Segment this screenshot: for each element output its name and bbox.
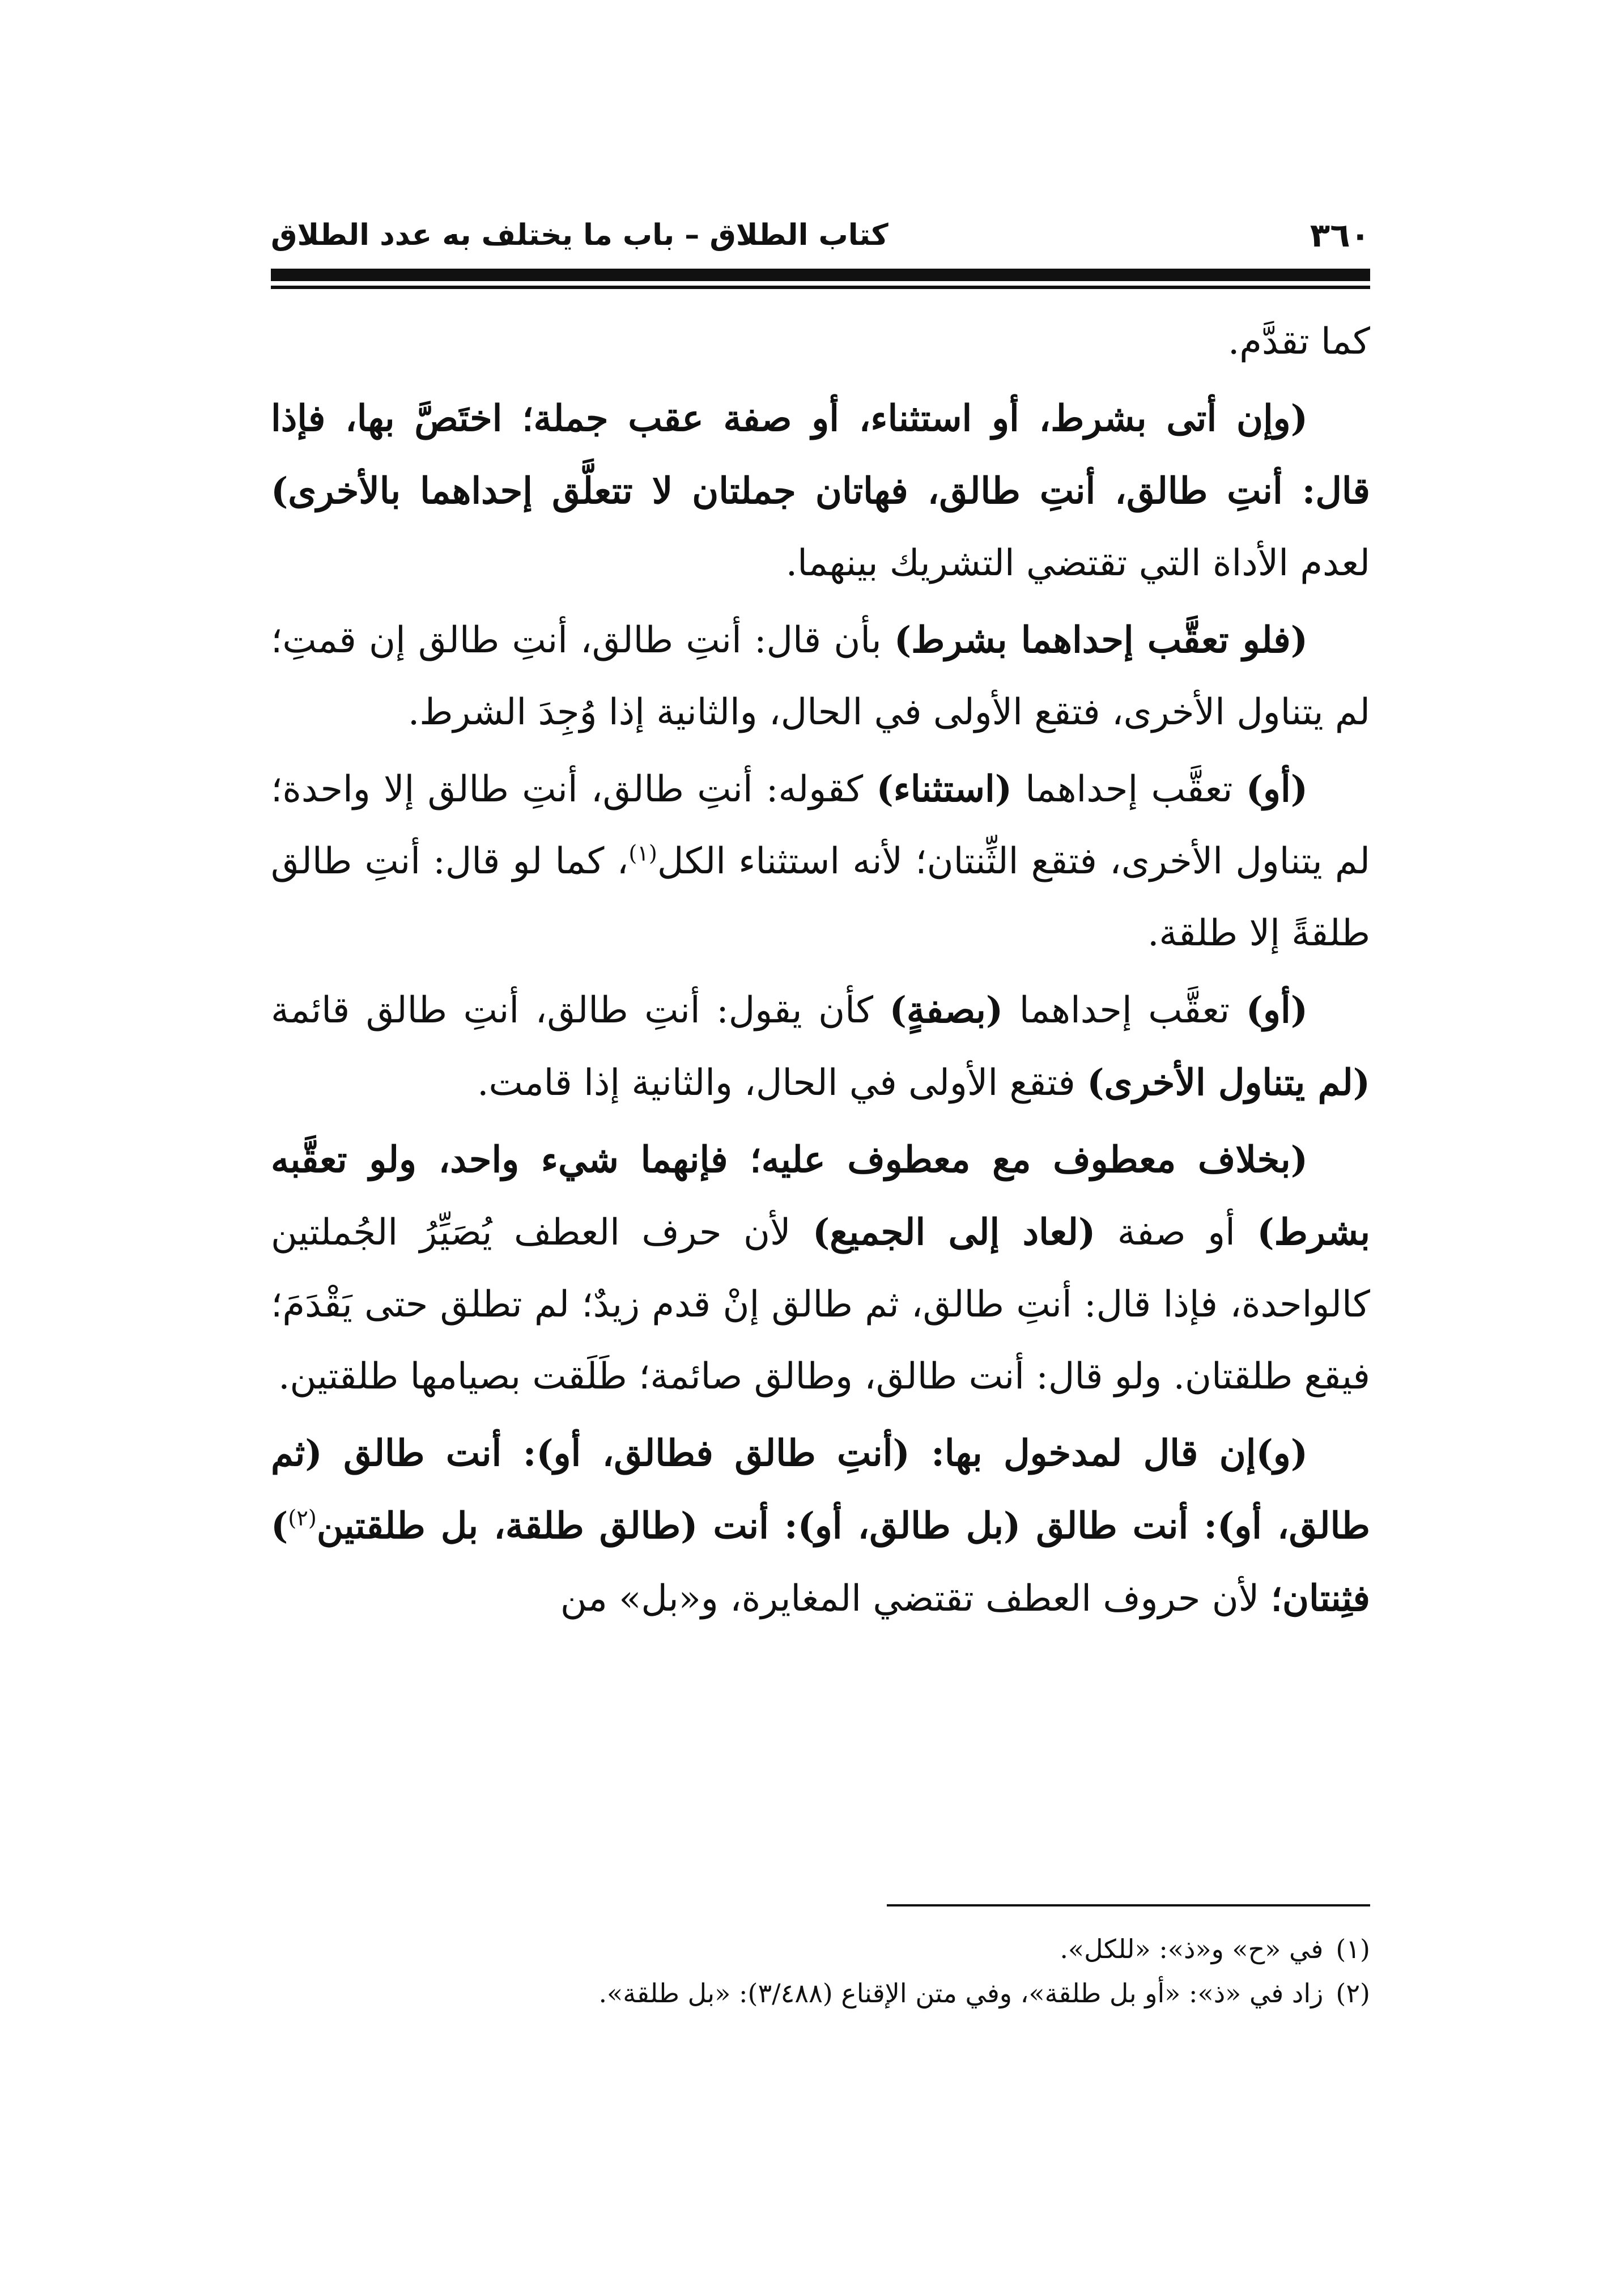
sharh-text: كما تقدَّم. — [1227, 321, 1370, 363]
matn-text: (لم يتناول الأخرى) — [1087, 1061, 1370, 1104]
paragraph — [271, 383, 1370, 600]
paragraph — [271, 306, 1370, 378]
sharh-text: كقوله: أنتِ طالق، أنتِ طالق إلا واحدة؛ لم يتناول الأخرى، فتقع الثِّنتان؛ لأنه استثناء الكل — [271, 768, 1371, 882]
sharh-text: لعدم الأداة التي تقتضي التشريك بينهما. — [785, 542, 1370, 584]
matn-text: (وإن أتى بشرط، أو استثناء، أو صفة عقب جملة؛ اختَصَّ بها، فإذا قال: أنتِ طالق، أنتِ طالق، فهاتان جملتان لا تتعلَّق إحداهما بالأخرى) — [271, 397, 1371, 512]
matn-text: (بخلاف معطوف مع معطوف عليه؛ فإنهما شيء واحد، ولو تعقَّبه بشرط) — [271, 1139, 1371, 1254]
sharh-text: أو صفة — [1095, 1212, 1257, 1254]
footnote-marker: (١) — [628, 840, 657, 867]
page-number: ٣٦٠ — [1310, 216, 1370, 254]
footnote-text: زاد في «ذ»: «أو بل طلقة»، وفي متن الإقناع (٣/٤٨٨): «بل طلقة». — [598, 1978, 1324, 2009]
paragraph — [271, 974, 1370, 1119]
matn-text: (بصفةٍ) — [889, 989, 1004, 1031]
footnotes — [271, 1927, 1370, 2015]
page-header — [271, 210, 1370, 261]
footnote — [271, 1971, 1370, 2015]
matn-text: (فلو تعقَّب إحداهما بشرط) — [894, 619, 1308, 661]
matn-text: (أو) — [1245, 989, 1308, 1031]
sharh-text: ، كما لو قال: أنتِ طالق طلقةً إلا طلقة. — [271, 840, 1370, 954]
footnote-separator — [887, 1904, 1370, 1906]
sharh-text: تعقَّب إحداهما — [1012, 768, 1246, 810]
footnote-text: في «ح» و«ذ»: «للكل». — [1060, 1934, 1324, 1964]
sharh-text: تعقَّب إحداهما — [1003, 990, 1246, 1031]
paragraph — [271, 753, 1370, 970]
footnote — [271, 1927, 1370, 1971]
sharh-text: لأن حروف العطف تقتضي المغايرة، و«بل» من — [560, 1578, 1271, 1620]
matn-text: (لعاد إلى الجميع) — [812, 1211, 1096, 1254]
running-title: كتاب الطلاق – باب ما يختلف به عدد الطلاق — [271, 218, 888, 252]
matn-text: (و)إن قال لمدخول بها: (أنتِ طالق فطالق، أو): أنت طالق (ثم طالق، أو): أنت طالق (بل طالق، أو): أنت (طالق طلقة، بل طلقتين — [271, 1432, 1370, 1547]
sharh-text: لم يتناول الأخرى، — [1111, 691, 1370, 733]
sharh-text: لأن حرف العطف يُصَيِّرُ الجُملتين كالواحدة، فإذا قال: أنتِ طالق، ثم طالق إنْ قدم زيدٌ؛ لم تطلق حتى يَقْدَمَ؛ فيقع طلقتان. ولو قال: أنت طالق، وطالق صائمة؛ طَلَقت بصيامها طلقتين. — [271, 1212, 1370, 1398]
sharh-text: فتقع الأولى في الحال، والثانية إذا وُجِدَ الشرط. — [407, 691, 1112, 733]
header-rule-thick — [271, 269, 1370, 281]
sharh-text: كأن يقول: أنتِ طالق، أنتِ طالق قائمة — [271, 990, 890, 1031]
paragraph — [271, 1417, 1370, 1635]
footnote-number: (١) — [1336, 1934, 1370, 1964]
header-rule-thin — [271, 286, 1370, 289]
main-text — [271, 306, 1370, 1635]
matn-text: (استثناء) — [876, 768, 1012, 810]
footnote-number: (٢) — [1336, 1978, 1370, 2009]
matn-text: ) فثِنتان؛ — [271, 1505, 1370, 1620]
footnote-marker: (٢) — [288, 1505, 317, 1531]
paragraph — [271, 1124, 1370, 1413]
matn-text: (أو) — [1245, 768, 1308, 810]
sharh-text: بأن قال: أنتِ طالق، أنتِ طالق إن قمتِ؛ — [271, 619, 894, 661]
sharh-text: فتقع الأولى في الحال، والثانية إذا قامت. — [477, 1062, 1087, 1104]
paragraph — [271, 604, 1370, 749]
